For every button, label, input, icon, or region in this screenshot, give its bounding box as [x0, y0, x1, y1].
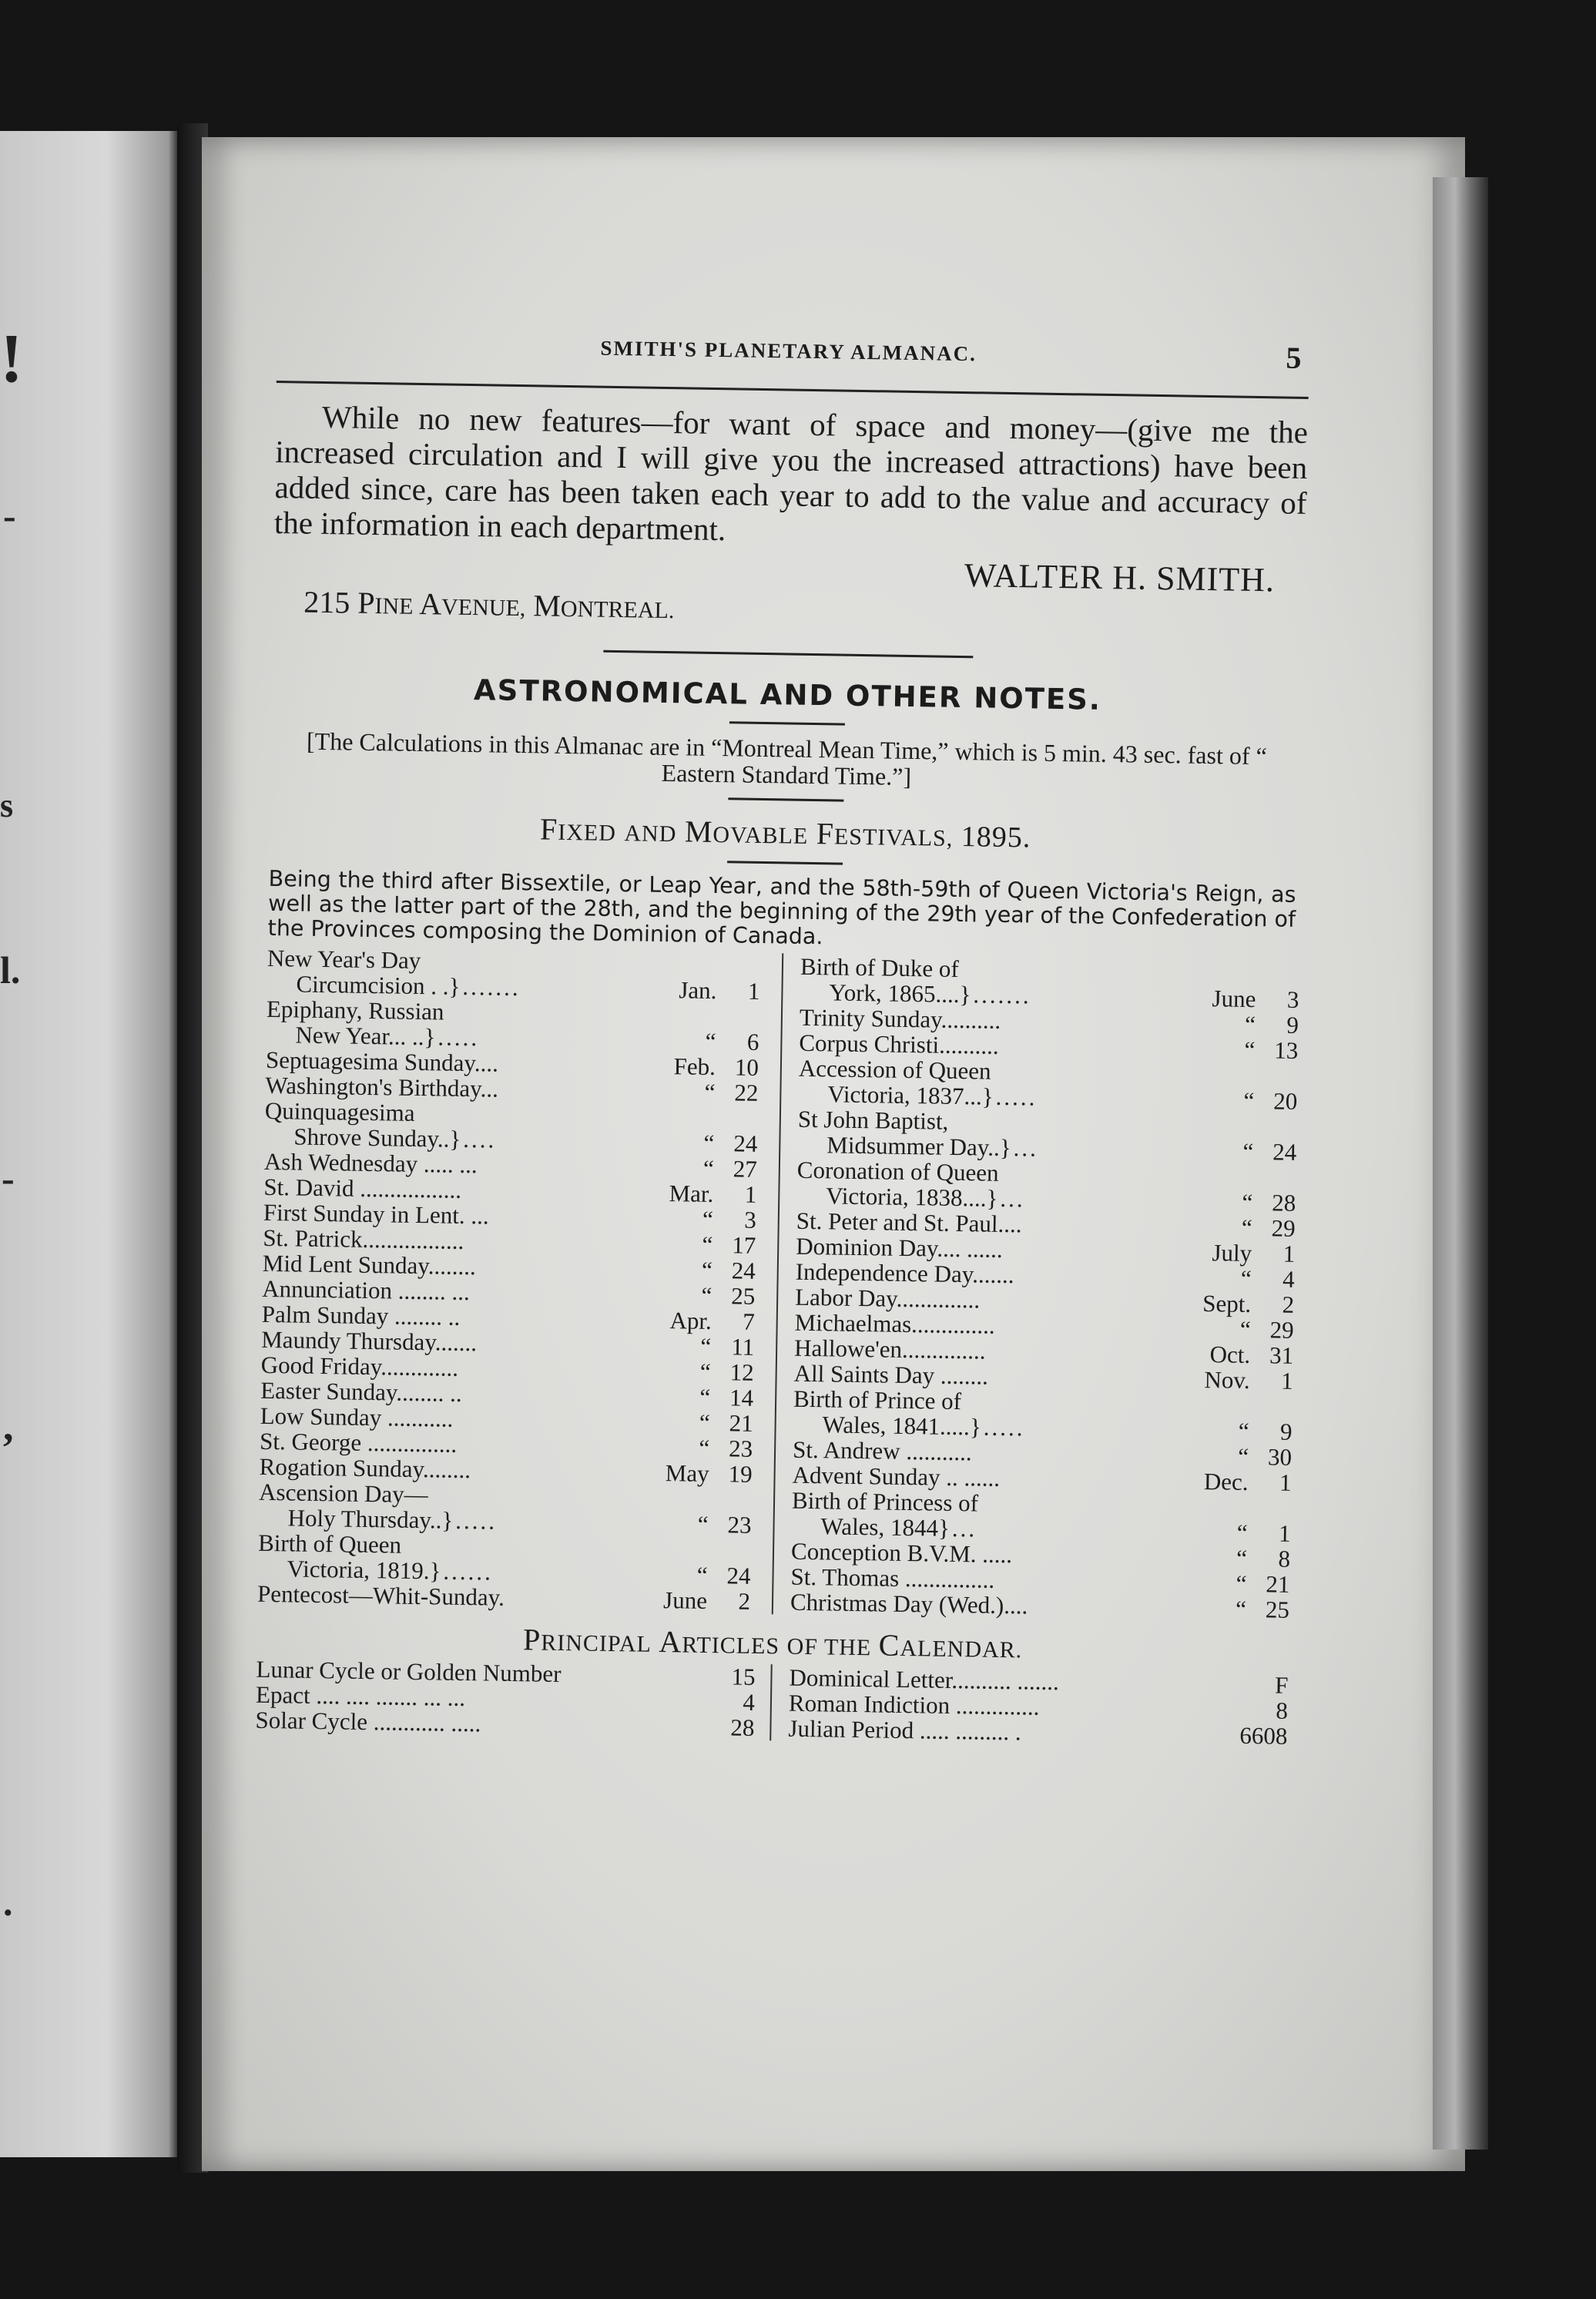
festival-day: 23 — [727, 1511, 752, 1539]
brace-leader: }..... — [981, 1082, 1038, 1111]
festival-day: 20 — [1273, 1087, 1298, 1115]
intro-paragraph: While no new features—for want of space and money—(give me the increased circulation and I will give you the increased attractions) have been added since, care has been taken each year to add to the value and accuracy of the information in each department. — [273, 398, 1309, 548]
festival-day: 31 — [1269, 1341, 1294, 1369]
festival-name: Ascension Day— — [258, 1478, 428, 1509]
article-value: 15 — [731, 1663, 756, 1690]
calendar-articles — [255, 1656, 1288, 1749]
festival-month: “ — [1239, 1315, 1251, 1344]
festival-name: Christmas Day (Wed.).... — [790, 1588, 1028, 1619]
festival-day: 2 — [738, 1587, 751, 1615]
signature-block — [273, 540, 1306, 641]
festival-day: 6 — [746, 1028, 759, 1056]
festival-day: 24 — [1272, 1138, 1297, 1166]
festival-name: Ash Wednesday ..... ... — [263, 1147, 478, 1179]
festival-month: June — [662, 1586, 708, 1614]
festival-day: 1 — [744, 1180, 757, 1208]
festivals-left-column — [257, 945, 783, 1614]
festival-name: Birth of Duke of — [800, 952, 960, 982]
festival-entry — [266, 996, 759, 1055]
festival-name: First Sunday in Lent. ... — [263, 1198, 489, 1230]
festival-month: “ — [701, 1256, 713, 1284]
festival-name: Mid Lent Sunday........ — [262, 1249, 477, 1280]
festival-month: May — [665, 1459, 709, 1487]
festival-name: New Year's Day — [267, 944, 421, 975]
festival-day: 23 — [728, 1435, 753, 1462]
running-head: SMITH'S PLANETARY ALMANAC. — [600, 336, 977, 366]
articles-left-column — [255, 1656, 772, 1741]
festival-day: 1 — [1282, 1240, 1296, 1267]
festival-entry — [800, 954, 1299, 1012]
festivals-rule — [727, 861, 843, 864]
festival-name: St. Thomas ............... — [790, 1562, 995, 1593]
festival-name: Annunciation ........ ... — [262, 1274, 471, 1306]
festival-entry — [267, 945, 760, 1004]
festival-name: Trinity Sunday.......... — [799, 1003, 1001, 1034]
section-divider — [603, 650, 973, 659]
festival-day: 30 — [1267, 1443, 1293, 1471]
festival-month: “ — [1244, 1010, 1256, 1039]
festival-name: Conception B.V.M. ..... — [790, 1537, 1013, 1569]
brace-leader: }..... — [441, 1506, 498, 1535]
festival-name: Birth of Queen — [257, 1529, 402, 1559]
article-value: F — [1274, 1671, 1289, 1699]
festival-month: “ — [1242, 1137, 1254, 1166]
brace-leader: }... — [999, 1133, 1039, 1162]
festival-day: 24 — [733, 1129, 758, 1157]
festival-day: 21 — [729, 1409, 753, 1437]
festival-name-continued: Holy Thursday.. — [287, 1504, 442, 1534]
festival-name: St. Andrew ........... — [792, 1435, 972, 1466]
festival-day: 12 — [729, 1358, 754, 1386]
festival-name: Rogation Sunday........ — [259, 1452, 471, 1484]
festival-month: “ — [697, 1510, 709, 1538]
festival-month: “ — [699, 1358, 711, 1386]
left-page-fragment: ! — [0, 321, 23, 397]
festival-name: Birth of Princess of — [791, 1486, 979, 1517]
festival-name: Low Sunday ........... — [260, 1401, 454, 1432]
festival-month: “ — [700, 1332, 712, 1361]
festival-name-continued: Victoria, 1819. — [287, 1555, 430, 1585]
festival-month: Dec. — [1203, 1468, 1249, 1495]
festival-day: 7 — [742, 1307, 756, 1335]
article-value: 4 — [743, 1688, 756, 1716]
festival-month: “ — [1243, 1086, 1255, 1115]
festival-month: “ — [705, 1027, 716, 1056]
brace-leader: }....... — [448, 972, 521, 1002]
left-page-fragment: l. — [0, 948, 21, 992]
festival-day: 11 — [731, 1333, 755, 1361]
festival-day: 1 — [1280, 1367, 1293, 1395]
festivals-title: FIXED AND MOVABLE FESTIVALS, 1895. — [539, 811, 1031, 854]
left-page-fragment: . — [3, 1881, 13, 1924]
festival-name: St John Baptist, — [797, 1105, 949, 1135]
festival-month: “ — [702, 1205, 714, 1233]
festival-month: “ — [1241, 1213, 1252, 1242]
festival-day: 3 — [1286, 985, 1299, 1013]
festival-name-continued: New Year... .. — [295, 1021, 424, 1051]
festival-month: “ — [1244, 1035, 1256, 1064]
festival-day: 9 — [1286, 1011, 1299, 1039]
festival-name: Birth of Prince of — [793, 1384, 962, 1415]
festival-month: Nov. — [1204, 1366, 1250, 1394]
article-value: 28 — [730, 1713, 755, 1741]
festival-month: “ — [701, 1281, 712, 1310]
festival-day: 29 — [1271, 1214, 1296, 1242]
left-page-fragment: s — [0, 787, 14, 824]
festival-day: 19 — [728, 1460, 753, 1488]
festival-day: 1 — [1279, 1468, 1292, 1496]
festival-name: All Saints Day ........ — [793, 1359, 989, 1390]
festival-day: 25 — [730, 1282, 756, 1310]
festival-month: “ — [702, 1154, 715, 1183]
festival-name: Quinquagesima — [264, 1096, 415, 1126]
festival-day: 2 — [1282, 1290, 1295, 1318]
page-edges — [1433, 177, 1488, 2150]
festival-day: 14 — [729, 1384, 754, 1411]
festival-month: “ — [1236, 1569, 1247, 1597]
festival-month: “ — [699, 1408, 710, 1436]
festival-name: Advent Sunday .. ...... — [792, 1461, 1001, 1492]
festival-name: Corpus Christi.......... — [799, 1029, 999, 1059]
festival-month: July — [1212, 1239, 1252, 1267]
festival-name: St. Patrick................. — [263, 1223, 464, 1254]
articles-title: PRINCIPAL ARTICLES OF THE CALENDAR. — [522, 1622, 1023, 1663]
festival-day: 10 — [734, 1053, 759, 1081]
festival-month: Jan. — [679, 976, 717, 1005]
left-page-fragment: - — [3, 494, 16, 537]
festival-month: Mar. — [669, 1180, 714, 1208]
title-rule — [729, 721, 845, 725]
article-value: 8 — [1276, 1697, 1289, 1724]
festival-name: Hallowe'en.............. — [793, 1334, 986, 1364]
festival-day: 25 — [1265, 1596, 1290, 1623]
festival-day: 13 — [1274, 1036, 1299, 1064]
article-label: Epact .... .... ....... ... ... — [255, 1680, 466, 1712]
article-label: Julian Period ..... ......... . — [788, 1714, 1021, 1746]
festival-day: 1 — [1278, 1519, 1291, 1547]
festival-entry — [798, 1056, 1298, 1114]
time-note: [The Calculations in this Almanac are in “Montreal Mean Time,” which is 5 min. 43 sec. fast of “ Eastern Standard Time.”] — [306, 727, 1268, 790]
festival-day: 17 — [732, 1231, 756, 1259]
festival-day: 21 — [1266, 1570, 1290, 1598]
brace-leader: }....... — [959, 981, 1031, 1009]
festival-month: “ — [1236, 1544, 1248, 1572]
festival-name-continued: Victoria, 1838.... — [826, 1182, 987, 1212]
festival-name: St. George ............... — [259, 1427, 458, 1458]
festival-day: 4 — [1282, 1265, 1295, 1293]
festival-month: “ — [1238, 1442, 1249, 1470]
article-label: Solar Cycle ............ ..... — [255, 1706, 481, 1737]
festivals-table — [257, 945, 1299, 1623]
festival-month: “ — [696, 1561, 708, 1589]
festival-name-continued: Wales, 1841..... — [822, 1411, 971, 1441]
festival-name: Washington's Birthday... — [265, 1071, 499, 1103]
festival-day: 9 — [1279, 1418, 1293, 1445]
festival-name-continued: Shrove Sunday.. — [293, 1123, 450, 1153]
festival-entry — [797, 1106, 1297, 1165]
left-page-fragment: - — [2, 1156, 15, 1200]
page-number: 5 — [1286, 340, 1302, 375]
article-label: Roman Indiction .............. — [788, 1689, 1040, 1720]
festival-name: Easter Sunday........ .. — [260, 1376, 462, 1407]
festival-month: “ — [699, 1434, 710, 1462]
festival-name-continued: Victoria, 1837... — [827, 1080, 983, 1110]
article-label: Dominical Letter.......... ....... — [789, 1663, 1060, 1696]
page-content — [255, 324, 1309, 1749]
festival-name: Maundy Thursday....... — [261, 1325, 478, 1357]
festival-name-continued: Wales, 1844 — [820, 1512, 939, 1542]
brace-leader: }.... — [449, 1125, 497, 1153]
festival-entry — [258, 1479, 752, 1538]
note-rule — [728, 797, 843, 801]
festival-name: Pentecost—Whit-Sunday. — [256, 1579, 505, 1611]
festival-month: Oct. — [1209, 1341, 1251, 1369]
festival-name: Epiphany, Russian — [266, 995, 444, 1025]
festival-name: Independence Day....... — [795, 1257, 1014, 1289]
festival-month: “ — [1240, 1264, 1252, 1293]
festival-name-continued: York, 1865.... — [829, 978, 960, 1009]
brace-leader: }..... — [969, 1413, 1025, 1441]
festivals-right-column — [773, 953, 1299, 1622]
left-page-fragment: , — [3, 1403, 14, 1449]
festival-name: Accession of Queen — [798, 1054, 991, 1085]
year-description: Being the third after Bissextile, or Leap Year, and the 58th-59th of Queen Victoria's Reign, as well as the latter part of the 28th, and the beginning of the 29th year of the Confederation of the Provinces composing the Dominion of Canada. — [267, 865, 1296, 950]
brace-leader: }... — [937, 1514, 977, 1542]
festival-month: “ — [1242, 1188, 1253, 1217]
festival-name: St. David ................. — [263, 1173, 462, 1203]
festival-entry — [264, 1098, 758, 1156]
brace-leader: }... — [986, 1184, 1025, 1213]
festival-month: “ — [699, 1383, 711, 1411]
festival-month: Sept. — [1202, 1290, 1252, 1318]
festival-month: “ — [704, 1078, 716, 1106]
festival-day: 27 — [733, 1155, 758, 1183]
festival-day: 22 — [734, 1079, 759, 1106]
festival-day: 24 — [726, 1562, 751, 1589]
festival-entry — [257, 1530, 751, 1589]
festival-name: Septuagesima Sunday.... — [265, 1045, 499, 1077]
festival-day: 28 — [1271, 1189, 1296, 1217]
festival-month: Feb. — [673, 1052, 716, 1081]
festival-month: Apr. — [669, 1307, 712, 1335]
festival-name-continued: Circumcision . . — [296, 970, 449, 1000]
festival-entry — [791, 1488, 1291, 1546]
festival-month: “ — [1236, 1519, 1248, 1546]
section-title: ASTRONOMICAL AND OTHER NOTES. — [473, 673, 1102, 717]
author-signature: WALTER H. SMITH. — [964, 556, 1276, 599]
festival-entry — [793, 1386, 1293, 1445]
festival-day: 3 — [744, 1206, 757, 1233]
festival-name: St. Peter and St. Paul.... — [796, 1207, 1022, 1238]
festival-day: 24 — [731, 1257, 756, 1284]
festival-day: 8 — [1278, 1545, 1291, 1572]
left-facing-page — [0, 131, 177, 2157]
festival-name: Coronation of Queen — [796, 1156, 999, 1186]
festival-day: 1 — [747, 977, 760, 1005]
article-value: 6608 — [1239, 1721, 1288, 1750]
festival-month: June — [1212, 985, 1256, 1013]
festival-name: Labor Day.............. — [794, 1283, 981, 1314]
brace-leader: }..... — [424, 1023, 480, 1052]
festival-name-continued: Midsummer Day.. — [826, 1131, 1001, 1161]
festival-name: Good Friday............. — [260, 1351, 459, 1381]
festival-name: Michaelmas.............. — [794, 1308, 995, 1339]
festival-name: Palm Sunday ........ .. — [261, 1300, 461, 1331]
author-address: 215 PINE AVENUE, MONTREAL. — [303, 584, 675, 624]
festival-month: “ — [703, 1129, 715, 1157]
brace-leader: }...... — [429, 1557, 494, 1586]
festival-name: Dominion Day.... ...... — [796, 1232, 1003, 1263]
festival-month: “ — [1238, 1417, 1249, 1445]
articles-right-column — [771, 1664, 1288, 1749]
festival-month: “ — [702, 1230, 713, 1259]
festival-entry — [796, 1157, 1296, 1216]
festival-day: 29 — [1269, 1316, 1294, 1344]
article-label: Lunar Cycle or Golden Number — [256, 1655, 562, 1688]
festival-month: “ — [1235, 1595, 1247, 1623]
